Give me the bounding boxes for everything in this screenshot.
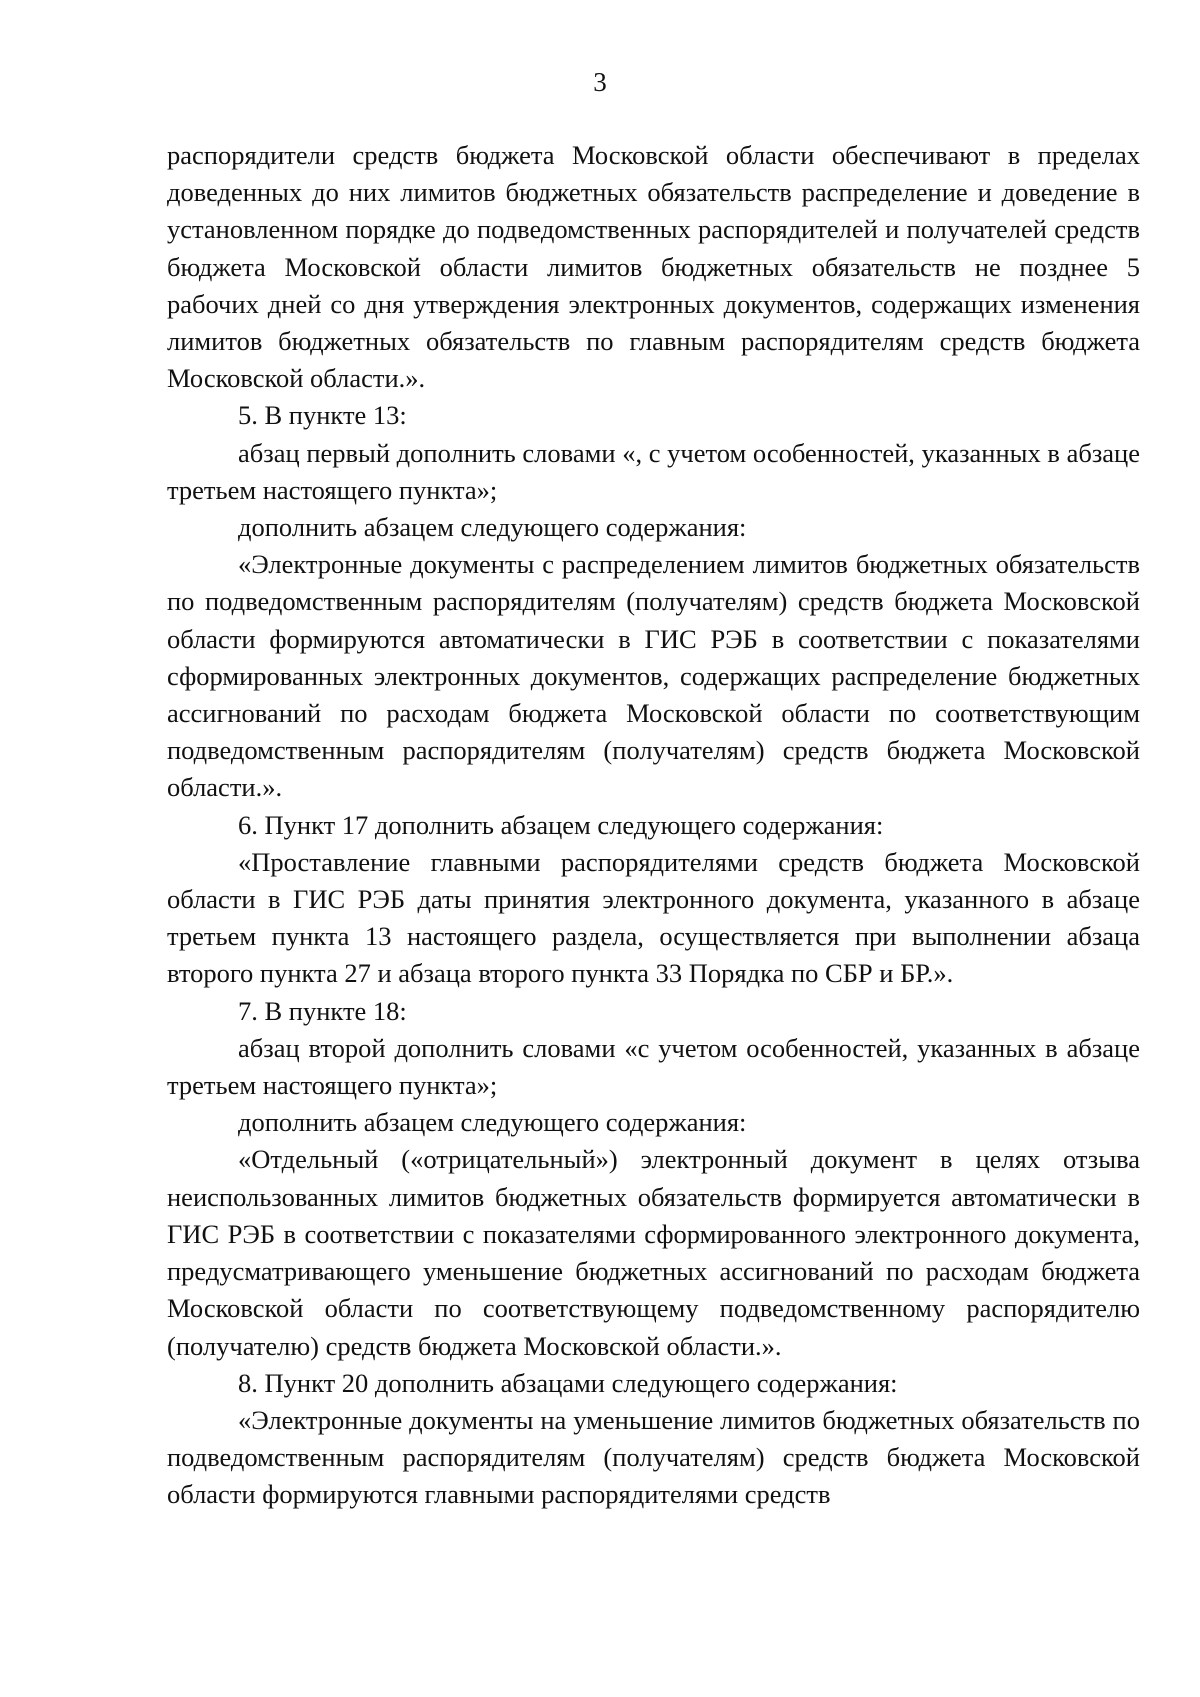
paragraph: распорядители средств бюджета Московской области обеспечивают в пределах доведенных до них лимитов бюджетных обязательств распределение и доведение в установленном порядке до подведомственных распорядителей и получателей средств бюджета Московской области лимитов бюджетных обязательств не позднее 5 рабочих дней со дня утверждения электронных документов, содержащих изменения лимитов бюджетных обязательств по главным распорядителям средств бюджета Московской области.». — [167, 140, 1140, 394]
paragraph: 7. В пункте 18: — [238, 995, 407, 1026]
paragraph: 5. В пункте 13: — [238, 400, 407, 431]
paragraph: абзац первый дополнить словами «, с учетом особенностей, указанных в абзаце третьем настоящего пункта»; — [167, 437, 1140, 505]
paragraph: дополнить абзацем следующего содержания: — [238, 512, 747, 543]
document-body — [167, 137, 1140, 1514]
paragraph: абзац второй дополнить словами «с учетом особенностей, указанных в абзаце третьем настоящего пункта»; — [167, 1032, 1140, 1101]
paragraph: «Отдельный («отрицательный») электронный документ в целях отзыва неиспользованных лимитов бюджетных обязательств формируется автоматически в ГИС РЭБ в соответствии с показателями сформированного электронного документа, предусматривающего уменьшение бюджетных ассигнований по расходам бюджета Московской области по соответствующему подведомственному распорядителю (получателю) средств бюджета Московской области.». — [167, 1144, 1140, 1361]
paragraph: «Электронные документы с распределением лимитов бюджетных обязательств по подведомственным распорядителям (получателям) средств бюджета Московской области формируются автоматически в ГИС РЭБ в соответствии с показателями сформированных электронных документов, содержащих распределение бюджетных ассигнований по расходам бюджета Московской области по соответствующим подведомственным распорядителям (получателям) средств бюджета Московской области.». — [167, 549, 1140, 803]
paragraph: «Электронные документы на уменьшение лимитов бюджетных обязательств по подведомственным распорядителям (получателям) средств бюджета Московской области формируются главными распорядителями средств — [167, 1404, 1140, 1510]
page-number: 3 — [593, 67, 607, 97]
paragraph: «Проставление главными распорядителями средств бюджета Московской области в ГИС РЭБ даты принятия электронного документа, указанного в абзаце третьем пункта 13 настоящего раздела, осуществляется при выполнении абзаца второго пункта 27 и абзаца второго пункта 33 Порядка по СБР и БР.». — [167, 846, 1140, 989]
paragraph: 8. Пункт 20 дополнить абзацами следующего содержания: — [238, 1367, 898, 1398]
paragraph: дополнить абзацем следующего содержания: — [238, 1107, 747, 1138]
paragraph: 6. Пункт 17 дополнить абзацем следующего содержания: — [238, 809, 884, 840]
